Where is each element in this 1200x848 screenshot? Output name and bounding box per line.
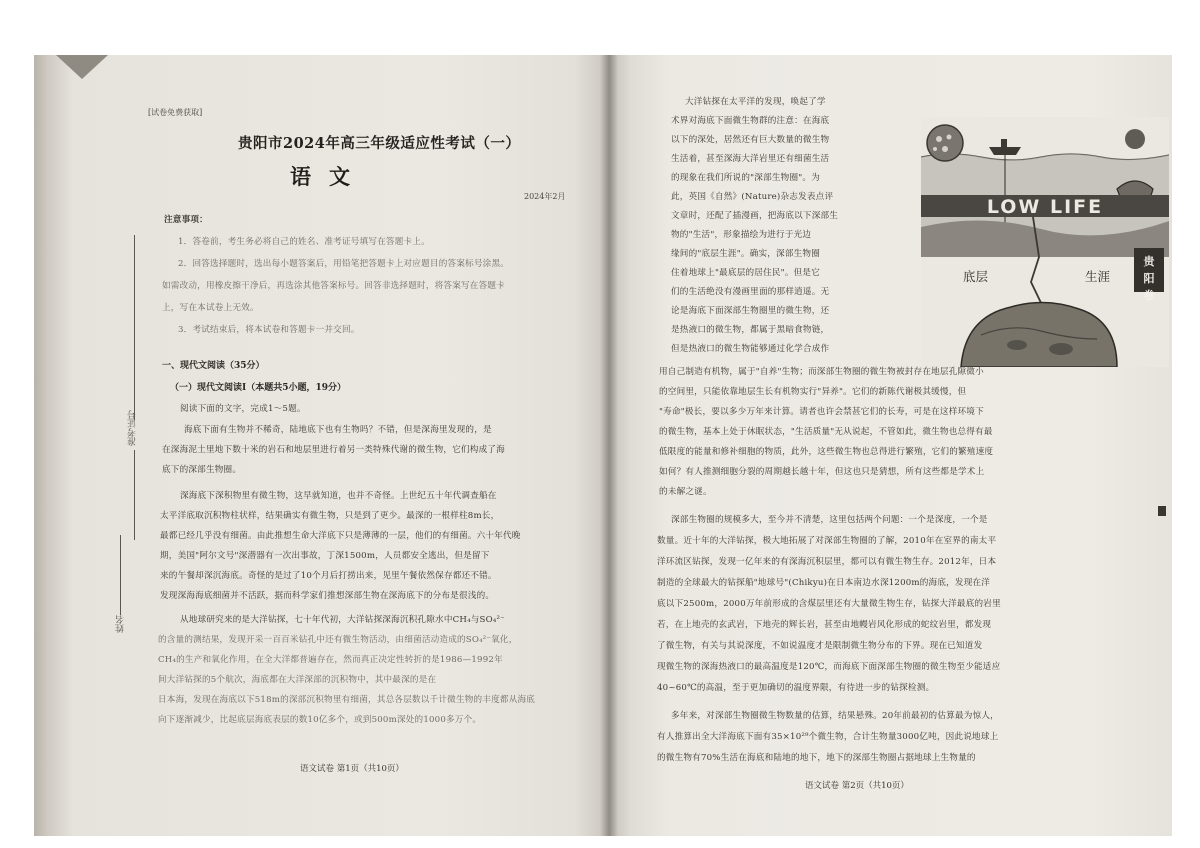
subject-title: 语文 [290, 164, 368, 189]
notice-heading: 注意事项： [164, 215, 208, 225]
binding-line [134, 235, 135, 420]
book-gutter-shadow [600, 55, 618, 836]
notice-item: 2．回答选择题时，选出每小题答案后，用铅笔把答题卡上对应题目的答案标号涂黑。 [178, 259, 510, 269]
passage-line: 的现象在我们所说的"深部生物圈"。为 [671, 173, 821, 183]
left-page-footer: 语文试卷 第1页（共10页） [300, 764, 404, 774]
open-exam-booklet [34, 55, 1172, 836]
page-corner-shadow [56, 55, 108, 79]
side-tab-label: 贵阳卷 [1143, 255, 1155, 302]
passage-line: 大洋钻探在太平洋的发现，唤起了学 [685, 97, 826, 107]
passage-line: 的含量的测结果，发现开采一百百米钻孔中还有微生物活动，由细菌活动造成的SO₄²⁻氧化， [158, 635, 518, 645]
passage-line: "寿命"极长，要以多少万年来计算。请者也许会禁甚它们的长寿，可是在这样环境下 [659, 407, 984, 417]
passage-line: 低限度的能量和修补细胞的物质，此外，这些微生物也总得进行繁殖，它们的繁殖速度 [659, 447, 994, 457]
passage-line: 生活着，甚至深海大洋岩里还有细菌生活 [671, 154, 830, 164]
name-label: 姓名 [116, 615, 126, 633]
passage-line: 多年来，对深部生物圈微生物数量的估算，结果悬殊。20年前最初的估算最为惊人， [671, 711, 999, 721]
passage-line: 的空间里，只能依靠地层生长有机物实行"异养"。它们的新陈代谢极其缓慢，但 [659, 387, 967, 397]
passage-line: 期，美国"阿尔文号"深潜器有一次出事故，丁深1500m，人员都安全逃出，但是留下 [160, 551, 490, 561]
right-page-footer: 语文试卷 第2页（共10页） [805, 781, 909, 791]
passage-line: 从地球研究来的是大洋钻探，七十年代初，大洋钻探深海沉积孔隙水中CH₄与SO₄²⁻ [180, 615, 505, 625]
passage-line: 日本海，发现在海底以下518m的深部沉积物里有细菌，其总各层数以千计微生物的丰度都从海底 [158, 695, 536, 705]
passage-line: 的未解之谜。 [659, 487, 712, 497]
passage-line: 是热液口的微生物，都属于黑暗食物链， [671, 325, 830, 335]
passage-line: 文章时，还配了插漫画，把海底以下深部生 [671, 211, 839, 221]
binding-line [134, 450, 135, 540]
notice-item: 1．答卷前，考生务必将自己的姓名、准考证号填写在答题卡上。 [178, 237, 430, 247]
notice-item: 如需改动，用橡皮擦干净后，再选涂其他答案标号。回答非选择题时，将答案写在答题卡 [162, 281, 505, 291]
passage-line: 制造的全球最大的钻探船"地球号"(Chikyu)在日本南边水深1200m的海底，发现在洋 [657, 578, 991, 588]
passage-line: 此，英国《自然》(Nature)杂志发表点评 [671, 192, 834, 202]
passage-line: 数量。近十年的大洋钻探，极大地拓展了对深部生物圈的了解，2010年在室界的南太平 [657, 536, 997, 546]
passage-line: 现微生物的深海热液口的最高温度是120℃，而海底下面深部生物圈的微生物至少能适应 [657, 662, 1001, 672]
passage-line: 海底下面有生物并不稀奇，陆地底下也有生物吗？不错，但是深海里发现的，是 [184, 425, 492, 435]
passage-line: 缘间的"底层生涯"。确实，深部生物圈 [671, 249, 821, 259]
passage-line: 深海底下深积物里有微生物，这早就知道，也并不奇怪。上世纪五十年代调查船在 [180, 491, 497, 501]
passage-line: 洋环流区钻探，发现一亿年来的有深海沉积层里，都可以有微生物生存。2012年，日本 [657, 557, 997, 567]
passage-line: 来的午餐却深沉海底。奇怪的是过了10个月后打捞出来，见里午餐依然保存都还不错。 [160, 571, 497, 581]
passage-line: 住着地球上"最底层的居住民"。但是它 [671, 268, 821, 278]
right-page [609, 55, 1172, 836]
passage-line: 们的生活绝没有漫画里面的那样逍遥。无 [671, 287, 830, 297]
exam-title: 贵阳市2024年高三年级适应性考试（一） [238, 135, 521, 152]
reading-instruction: 阅读下面的文字，完成1～5题。 [180, 404, 306, 414]
passage-line: 但是热液口的微生物能够通过化学合成作 [671, 344, 830, 354]
passage-line: 以下的深处，居然还有巨大数量的微生物 [671, 135, 830, 145]
illustration-banner: LOW LIFE [986, 196, 1104, 218]
section-title: 一、现代文阅读（35分） [162, 361, 265, 371]
subsection-title: （一）现代文阅读Ⅰ（本题共5小题，19分） [170, 383, 346, 393]
notice-item: 3．考试结束后，将本试卷和答题卡一并交回。 [178, 325, 360, 335]
passage-line: 的微生物有70%生活在海底和陆地的地下，地下的深部生物圈占据地球上生物量的 [657, 753, 976, 763]
side-tab-marker [1158, 506, 1166, 516]
passage-line: 太平洋底取沉积物柱状样，结果确实有微生物，只是到了更少。最深的一根样柱8m长， [160, 511, 500, 521]
passage-line: 术界对海底下面微生物群的注意：在海底 [671, 116, 830, 126]
low-life-illustration [921, 117, 1169, 367]
passage-line: 发现深海海底细菌并不活跃，据而科学家们推想深部生物在深海底下的分布是很浅的。 [160, 591, 495, 601]
illustration-word-right: 生涯 [1085, 269, 1111, 284]
passage-line: 底以下2500m，2000万年前形成的含煤层里还有大量微生物生存，钻探大洋最底的岩里 [657, 599, 1001, 609]
passage-line: 物的"生活"，形象描绘为进行于光边 [671, 230, 812, 240]
passage-line: 在深海泥土里地下数十米的岩石和地层里进行着另一类特殊代谢的微生物，它们构成了海 [162, 445, 505, 455]
admission-number-label: 准考证号 [128, 410, 138, 446]
passage-line: 的微生物，基本上处于休眠状态，"生活质量"无从说起，不管如此，微生物也总得有最 [659, 427, 993, 437]
passage-line: 论是海底下面深部生物圈里的微生物，还 [671, 306, 830, 316]
passage-line: 了微生物，有关与其说深度，不如说温度才是限制微生物分布的下界。现在已知道发 [657, 641, 983, 651]
passage-line: 最都已经几乎没有细菌。由此推想生命大洋底下只是薄薄的一层，他们的有细菌。六十年代晚 [160, 531, 521, 541]
passage-line: 间大洋钻探的5个航次，海底都在大洋深部的沉积物中，其中最深的是在 [158, 675, 437, 685]
notice-item: 上，写在本试卷上无效。 [162, 303, 259, 313]
passage-line: 向下逐渐减少，比起底层海底表层的数10亿多个，或到500m深处的1000多万个。 [158, 715, 482, 725]
binding-line [120, 535, 121, 615]
passage-line: 深部生物圈的规模多大，至今并不清楚，这里包括两个问题：一个是深度，一个是 [671, 515, 988, 525]
deep-biosphere-cartoon [921, 117, 1169, 367]
exam-date: 2024年2月 [524, 192, 566, 201]
passage-line: CH₄的生产和氧化作用，在全大洋都普遍存在，然而真正决定性转折的是1986—1992年 [158, 655, 503, 665]
passage-line: 底下的深部生物圈。 [162, 465, 242, 475]
left-page [34, 55, 609, 836]
region-side-tab [1134, 248, 1164, 302]
free-exam-tag: [试卷免费获取] [148, 108, 203, 117]
passage-line: 有人推算出全大洋海底下面有35×10²⁹个微生物，合计生物量3000亿吨，因此说地球上 [657, 732, 999, 742]
passage-line: 如何？有人推测细胞分裂的周期越长越十年，但这也只是猜想，所有这些都是学术上 [659, 467, 985, 477]
illustration-word-left: 底层 [963, 269, 989, 284]
passage-line: 40~60℃的高温，至于更加确切的温度界限，有待进一步的钻探检测。 [657, 683, 935, 693]
passage-line: 若，在上地壳的玄武岩，下地壳的辉长岩，甚至由地幔岩风化形成的蛇纹岩里，都发现 [657, 620, 992, 630]
passage-line: 用自己制造有机物，属于"自养"生物；而深部生物圈的微生物被封存在地层孔隙微小 [659, 367, 984, 377]
